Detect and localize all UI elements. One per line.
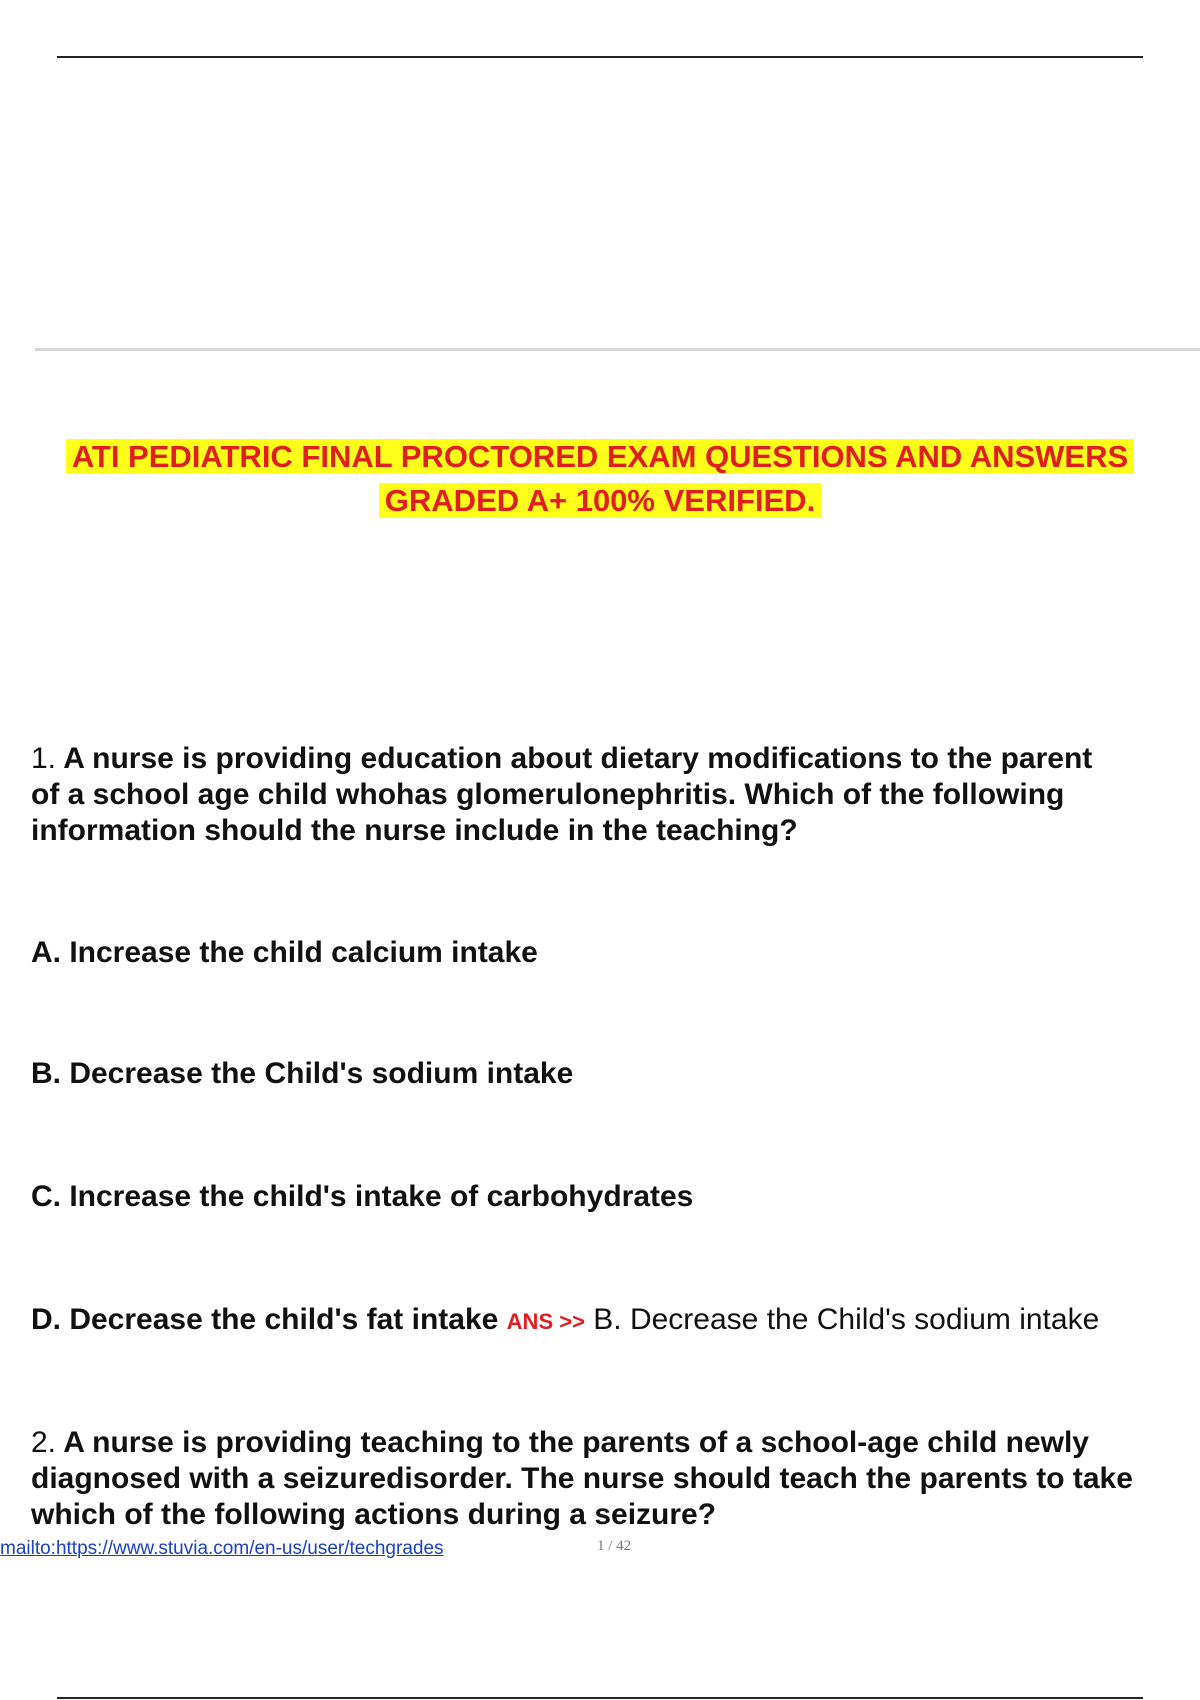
footer-mailto-link[interactable]: mailto:https://www.stuvia.com/en-us/user/techgrades — [0, 1538, 444, 1559]
question-2 — [31, 1425, 1200, 1533]
option-a: A. Increase the child calcium intake — [31, 936, 538, 969]
title-line-2: GRADED A+ 100% VERIFIED. — [379, 483, 821, 518]
page-number: 1 / 42 — [597, 1538, 632, 1554]
option-b: B. Decrease the Child's sodium intake — [31, 1057, 574, 1090]
top-rule — [57, 56, 1143, 58]
option-d: D. Decrease the child's fat intake — [31, 1303, 499, 1336]
question-text-line: information should the nurse include in the teaching? — [31, 814, 798, 847]
option-d-with-answer — [31, 1302, 1200, 1340]
section-divider — [35, 348, 1200, 351]
answer-tag: ANS >> — [506, 1309, 585, 1334]
title-line-1: ATI PEDIATRIC FINAL PROCTORED EXAM QUESTIONS AND ANSWERS — [66, 439, 1134, 474]
question-text-line: of a school age child whohas glomerulonephritis. Which of the following — [31, 778, 1065, 811]
question-text-line: diagnosed with a seizuredisorder. The nurse should teach the parents to take — [31, 1462, 1133, 1495]
question-number: 1. — [31, 742, 57, 775]
bottom-rule — [57, 1697, 1143, 1699]
question-1 — [31, 741, 1200, 849]
question-number: 2. — [31, 1426, 57, 1459]
option-c: C. Increase the child's intake of carbohydrates — [31, 1180, 694, 1213]
answer-text: B. Decrease the Child's sodium intake — [593, 1303, 1100, 1336]
question-text-line: which of the following actions during a seizure? — [31, 1498, 717, 1531]
document-title — [0, 435, 1200, 523]
question-text-line: A nurse is providing teaching to the parents of a school-age child newly — [63, 1426, 1089, 1459]
question-text-line: A nurse is providing education about dietary modifications to the parent — [63, 742, 1093, 775]
